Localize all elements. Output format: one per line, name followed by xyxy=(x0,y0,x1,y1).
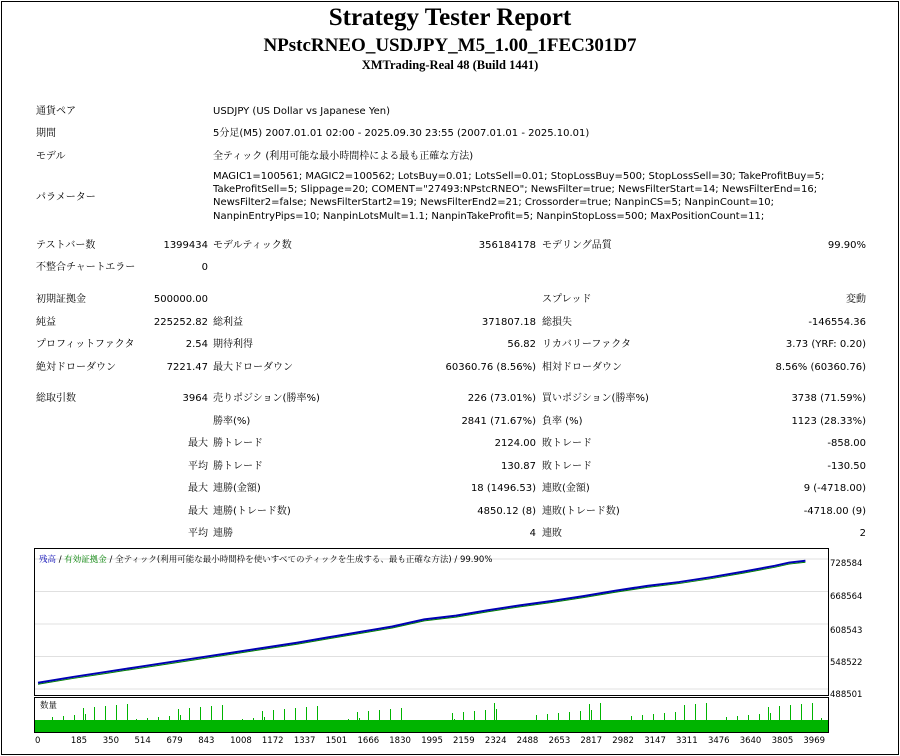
x-tick: 1337 xyxy=(293,736,316,746)
loss-label: 負率 (%) xyxy=(542,416,583,427)
x-tick: 2653 xyxy=(548,736,571,746)
volume-bar xyxy=(399,724,400,732)
volume-bar xyxy=(359,718,360,732)
avg-loss-value: -130.50 xyxy=(827,461,866,472)
x-tick: 3311 xyxy=(675,736,698,746)
volume-chart-plot xyxy=(35,698,828,732)
largest-loss-label: 敗トレード xyxy=(542,438,592,449)
x-tick: 3969 xyxy=(803,736,826,746)
volume-bar xyxy=(485,710,486,732)
volume-bar xyxy=(147,718,148,732)
volume-bar xyxy=(695,704,696,732)
volume-bar xyxy=(315,722,316,732)
volume-bar xyxy=(200,707,201,732)
short-label: 売りポジション(勝率%) xyxy=(213,393,320,404)
max-label-2: 最大 xyxy=(188,483,208,494)
x-tick: 1995 xyxy=(421,736,443,746)
cons-profit-label: 連勝(トレード数) xyxy=(213,506,291,517)
gross-profit-label: 総利益 xyxy=(213,317,243,328)
recovery-label: リカバリーファクタ xyxy=(542,339,631,350)
volume-bar xyxy=(622,723,623,732)
deposit-value: 500000.00 xyxy=(153,294,208,305)
gross-loss-label: 総損失 xyxy=(542,317,572,328)
net-value: 225252.82 xyxy=(153,317,208,328)
spread-value: 変動 xyxy=(846,294,866,305)
cons-profit-value: 4850.12 (8) xyxy=(477,506,536,517)
volume-bar xyxy=(306,707,307,732)
avg-win-value: 130.87 xyxy=(501,461,536,472)
trades-label: 総取引数 xyxy=(36,393,76,404)
volume-bar xyxy=(410,723,411,732)
pf-value: 2.54 xyxy=(185,339,208,350)
volume-base xyxy=(35,720,828,732)
volume-bar xyxy=(664,713,665,732)
max-dd-label: 最大ドローダウン xyxy=(213,362,293,373)
volume-bar xyxy=(726,717,727,732)
model-value: 全ティック (利用可能な最小時間枠による最も正確な方法) xyxy=(213,151,474,162)
volume-bar xyxy=(357,712,358,732)
volume-bar xyxy=(105,706,106,732)
avg-cons-losses-value: 2 xyxy=(859,528,866,539)
expected-value: 56.82 xyxy=(507,339,536,350)
volume-bar xyxy=(94,707,95,732)
symbol-label: 通貨ペア xyxy=(36,106,76,117)
volume-bar xyxy=(326,721,327,732)
period-value: 5分足(M5) 2007.01.01 02:00 - 2025.09.30 23:55 (2007.01.01 - 2025.10.01) xyxy=(213,128,590,139)
volume-bar xyxy=(222,705,223,732)
volume-bar xyxy=(337,720,338,732)
volume-bar xyxy=(496,709,497,732)
legend-equity: 有効証拠金 xyxy=(64,555,107,565)
net-label: 純益 xyxy=(36,317,56,328)
volume-bar xyxy=(653,714,654,732)
volume-bar xyxy=(717,724,718,732)
x-tick: 2488 xyxy=(516,736,539,746)
volume-bar xyxy=(116,705,117,732)
quality-label: モデリング品質 xyxy=(542,240,612,251)
volume-bar xyxy=(706,703,707,732)
volume-bar xyxy=(759,714,760,732)
max-dd-value: 60360.76 (8.56%) xyxy=(445,362,536,373)
params-value: MAGIC1=100561; MAGIC2=100562; LotsBuy=0.01; LotsSell=0.01; StopLossBuy=500; StopLossSell=30; TakeProfitBuy=5; TakeProfitSell=5; Slippage=20; COMENT="27493:NPstcRNEO"; NewsFilter=true; NewsFilterStart=14; NewsFilterEnd=16; NewsFilter2=false; NewsFilterStart2=19; NewsFilterEnd2=21; Crossorder=true; NanpinCS=5; NanpinCount=10; NanpinEntryPips=10; NanpinLotsMult=1.1; NanpinTakeProfit=5; NanpinStopLoss=500; MaxPositionCount=11; xyxy=(213,171,825,222)
volume-bar xyxy=(421,722,422,732)
period-label: 期間 xyxy=(36,128,56,139)
x-tick: 3640 xyxy=(739,736,762,746)
volume-bar xyxy=(516,723,517,732)
x-tick: 1172 xyxy=(261,736,284,746)
balance-chart xyxy=(34,548,829,696)
deposit-label: 初期証拠金 xyxy=(36,294,86,305)
volume-bar xyxy=(317,706,318,732)
volume-bar xyxy=(52,717,53,732)
volume-bar xyxy=(242,719,243,732)
balance-chart-plot xyxy=(35,549,828,695)
win-label: 勝率(%) xyxy=(213,416,251,427)
volume-bar xyxy=(684,705,685,732)
volume-bar xyxy=(748,715,749,732)
y-tick: 668564 xyxy=(830,592,863,602)
x-tick: 2159 xyxy=(452,736,475,746)
max-label-3: 最大 xyxy=(188,506,208,517)
volume-bar xyxy=(452,713,453,732)
volume-bar xyxy=(231,720,232,732)
volume-bar xyxy=(432,721,433,732)
volume-bar xyxy=(368,711,369,732)
loss-value: 1123 (28.33%) xyxy=(791,416,866,427)
legend-quality: 99.90% xyxy=(459,555,493,565)
volume-bar xyxy=(505,724,506,732)
volume-bar xyxy=(790,705,791,732)
x-tick: 350 xyxy=(102,736,119,746)
volume-bar xyxy=(83,708,84,732)
volume-bar xyxy=(463,712,464,732)
volume-bar xyxy=(631,716,632,732)
volume-bar xyxy=(390,709,391,732)
volume-bar xyxy=(180,715,181,732)
ticks-label: モデルティック数 xyxy=(213,240,292,251)
cons-loss-value: -4718.00 (9) xyxy=(803,506,866,517)
x-tick: 2817 xyxy=(580,736,602,746)
volume-bar xyxy=(348,719,349,732)
volume-bar xyxy=(169,716,170,732)
y-tick: 488501 xyxy=(830,690,863,700)
cons-loss-label: 連敗(トレード数) xyxy=(542,506,620,517)
volume-bar xyxy=(211,706,212,732)
build-info: XMTrading-Real 48 (Build 1441) xyxy=(361,58,539,72)
short-value: 226 (73.01%) xyxy=(467,393,536,404)
volume-bar xyxy=(401,708,402,732)
volume-bar xyxy=(737,716,738,732)
volume-bar xyxy=(547,714,548,732)
volume-bar xyxy=(589,704,590,732)
long-value: 3738 (71.59%) xyxy=(791,393,866,404)
x-tick: 679 xyxy=(166,736,183,746)
report-title: Strategy Tester Report xyxy=(328,4,572,31)
mismatch-value: 0 xyxy=(201,262,208,273)
volume-bar xyxy=(379,710,380,732)
volume-bar xyxy=(591,710,592,732)
volume-bar xyxy=(253,718,254,732)
legend-balance: 残高 xyxy=(39,555,57,565)
volume-bar xyxy=(642,715,643,732)
x-tick: 1830 xyxy=(389,736,411,746)
volume-bar xyxy=(538,721,539,732)
volume-bar xyxy=(494,703,495,732)
volume-bar xyxy=(220,721,221,732)
volume-bar xyxy=(454,719,455,732)
x-tick: 2324 xyxy=(484,736,507,746)
y-tick: 608543 xyxy=(830,626,863,636)
volume-bar xyxy=(443,720,444,732)
x-tick: 185 xyxy=(70,736,88,746)
volume-bar xyxy=(600,703,601,732)
x-tick: 1008 xyxy=(230,736,252,746)
volume-bar xyxy=(284,709,285,732)
largest-win-value: 2124.00 xyxy=(494,438,536,449)
spread-label: スプレッド xyxy=(542,294,592,305)
volume-bar xyxy=(63,716,64,732)
volume-bar xyxy=(536,715,537,732)
rel-dd-value: 8.56% (60360.76) xyxy=(775,362,866,373)
volume-bar xyxy=(264,717,265,732)
legend-sep-2: / xyxy=(106,555,116,565)
y-tick: 728584 xyxy=(830,559,863,569)
long-label: 買いポジション(勝率%) xyxy=(542,393,649,404)
ticks-value: 356184178 xyxy=(478,240,536,251)
win-value: 2841 (71.67%) xyxy=(461,416,536,427)
volume-bar xyxy=(812,703,813,732)
model-label: モデル xyxy=(36,151,66,162)
volume-bar xyxy=(770,713,771,732)
volume-bar xyxy=(580,711,581,732)
volume-bar xyxy=(43,724,44,732)
bars-label: テストバー数 xyxy=(36,240,96,251)
volume-bar xyxy=(558,713,559,732)
volume-bar xyxy=(801,704,802,732)
x-tick: 3476 xyxy=(707,736,730,746)
abs-dd-value: 7221.47 xyxy=(166,362,208,373)
cons-losses-label: 連敗(金額) xyxy=(542,483,590,494)
volume-bar xyxy=(178,709,179,732)
volume-label: 数量 xyxy=(40,701,58,711)
largest-loss-value: -858.00 xyxy=(827,438,866,449)
volume-chart xyxy=(34,697,829,733)
volume-bar xyxy=(633,722,634,732)
volume-bar xyxy=(136,719,137,732)
x-tick: 3147 xyxy=(644,736,666,746)
quality-value: 99.90% xyxy=(827,240,866,251)
volume-bar xyxy=(527,722,528,732)
cons-wins-label: 連勝(金額) xyxy=(213,483,261,494)
largest-win-label: 勝トレード xyxy=(213,438,263,449)
expected-label: 期待利得 xyxy=(213,339,253,350)
volume-bar xyxy=(779,706,780,732)
legend-sep-1: / xyxy=(56,555,65,565)
volume-bar xyxy=(569,712,570,732)
volume-bar xyxy=(295,708,296,732)
y-tick: 548522 xyxy=(830,658,863,668)
volume-bar xyxy=(127,704,128,732)
volume-bar xyxy=(189,708,190,732)
rel-dd-label: 相対ドローダウン xyxy=(542,362,622,373)
volume-bar xyxy=(675,712,676,732)
x-tick: 843 xyxy=(198,736,215,746)
chart-legend xyxy=(39,553,492,565)
x-tick: 1501 xyxy=(325,736,348,746)
volume-bar xyxy=(611,724,612,732)
volume-bar xyxy=(158,717,159,732)
x-tick: 3805 xyxy=(771,736,794,746)
cons-wins-value: 18 (1496.53) xyxy=(470,483,536,494)
avg-win-label: 勝トレード xyxy=(213,461,263,472)
volume-bar xyxy=(74,715,75,732)
max-label-1: 最大 xyxy=(188,438,208,449)
avg-cons-wins-label: 連勝 xyxy=(213,528,233,539)
volume-bar xyxy=(821,718,822,732)
avg-label-2: 平均 xyxy=(188,528,208,539)
params-label: パラメーター xyxy=(36,192,96,203)
volume-bar xyxy=(273,710,274,732)
expert-name: NPstcRNEO_USDJPY_M5_1.00_1FEC301D7 xyxy=(263,35,637,56)
x-tick: 1666 xyxy=(357,736,380,746)
cons-losses-value: 9 (-4718.00) xyxy=(803,483,866,494)
volume-bar xyxy=(85,714,86,732)
avg-cons-losses-label: 連敗 xyxy=(542,528,562,539)
volume-bar xyxy=(474,711,475,732)
pf-label: プロフィットファクタ xyxy=(36,339,135,350)
gross-profit-value: 371807.18 xyxy=(481,317,536,328)
trades-value: 3964 xyxy=(182,393,208,404)
recovery-value: 3.73 (YRF: 0.20) xyxy=(785,339,866,350)
volume-bar xyxy=(262,711,263,732)
legend-sep-3: / xyxy=(451,555,460,565)
avg-label-1: 平均 xyxy=(188,461,208,472)
avg-loss-label: 敗トレード xyxy=(542,461,592,472)
volume-bar xyxy=(768,707,769,732)
abs-dd-label: 絶対ドローダウン xyxy=(36,362,116,373)
legend-model: 全ティック(利用可能な最小時間枠を使いすべてのティックを生成する、最も正確な方法) xyxy=(115,555,452,565)
x-tick: 2982 xyxy=(612,736,634,746)
x-tick: 0 xyxy=(35,736,41,746)
mismatch-label: 不整合チャートエラー xyxy=(36,262,136,273)
bars-value: 1399434 xyxy=(163,240,208,251)
volume-bar xyxy=(728,723,729,732)
x-tick: 514 xyxy=(134,736,151,746)
avg-cons-wins-value: 4 xyxy=(529,528,536,539)
gross-loss-value: -146554.36 xyxy=(808,317,866,328)
symbol-value: USDJPY (US Dollar vs Japanese Yen) xyxy=(213,106,391,117)
volume-bar xyxy=(125,720,126,732)
